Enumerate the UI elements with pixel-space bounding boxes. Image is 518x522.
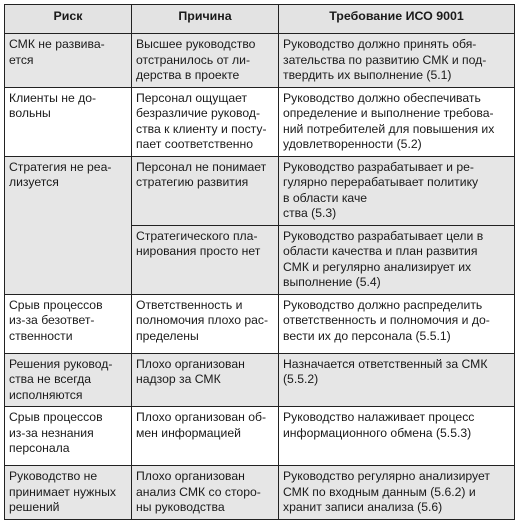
risk-cell: Срыв процессов из-за безответ- ственности (5, 294, 132, 353)
requirement-cell: Руководство должно распределить ответственность и полномочия и до- вести их до персонала (5.5.1) (279, 294, 515, 353)
cause-cell: Персонал не понимает стратегию развития (132, 156, 279, 225)
table-row (5, 466, 515, 520)
requirement-cell: Руководство регулярно анализирует СМК по входным данным (5.6.2) и хранит записи анализа (5.6) (279, 466, 515, 520)
requirement-cell: Назначается ответственный за СМК (5.5.2) (279, 353, 515, 407)
cause-cell: Плохо организован надзор за СМК (132, 353, 279, 407)
table-row (5, 353, 515, 407)
header-risk: Риск (5, 5, 132, 34)
header-cause: Причина (132, 5, 279, 34)
risk-cell: Решения руковод- ства не всегда исполняются (5, 353, 132, 407)
risk-cell: СМК не развива- ется (5, 34, 132, 88)
cause-cell: Плохо организован об- мен информацией (132, 407, 279, 466)
risk-cell: Руководство не принимает нужных решений (5, 466, 132, 520)
cause-cell: Высшее руководство отстранилось от ли- дерства в проекте (132, 34, 279, 88)
table-header-row (5, 5, 515, 34)
table-row (5, 294, 515, 353)
risk-cell: Стратегия не реа- лизуется (5, 156, 132, 294)
cause-cell: Стратегического пла- нирования просто нет (132, 225, 279, 294)
requirement-cell: Руководство должно принять обя- зательства по развитию СМК и под- твердить их выполнение (5.1) (279, 34, 515, 88)
cause-cell: Персонал ощущает безразличие руковод- ства к клиенту и посту- пает соответственно (132, 87, 279, 156)
requirement-cell: Руководство разрабатывает и ре- гулярно перерабатывает политику в области каче ства (5.3) (279, 156, 515, 225)
table-row (5, 87, 515, 156)
requirement-cell: Руководство должно обеспечивать определение и выполнение требова- ний потребителей для повышения их удовлетворенности (5.2) (279, 87, 515, 156)
requirement-cell: Руководство налаживает процесс информационного обмена (5.5.3) (279, 407, 515, 466)
table-row (5, 407, 515, 466)
table-row (5, 34, 515, 88)
risk-cell: Клиенты не до- вольны (5, 87, 132, 156)
header-requirement: Требование ИСО 9001 (279, 5, 515, 34)
cause-cell: Ответственность и полномочия плохо рас- пределены (132, 294, 279, 353)
cause-cell: Плохо организован анализ СМК со сторо- ны руководства (132, 466, 279, 520)
requirement-cell: Руководство разрабатывает цели в области качества и план развития СМК и регулярно анализирует их выполнение (5.4) (279, 225, 515, 294)
risk-cell: Срыв процессов из-за незнания персонала (5, 407, 132, 466)
table-row (5, 156, 515, 225)
iso-requirements-table (4, 4, 515, 520)
